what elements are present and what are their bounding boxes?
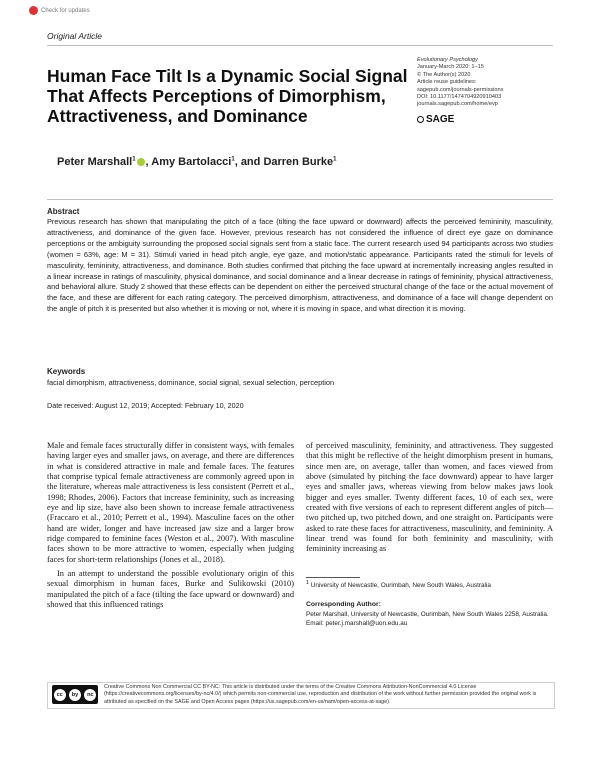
journal-info (417, 57, 555, 109)
abstract-rule (47, 199, 553, 200)
author-affiliation-mark: 1 (132, 156, 136, 163)
author-name: Darren Burke (263, 156, 334, 168)
keywords-text: facial dimorphism, attractiveness, dominance, social signal, sexual selection, perception (47, 378, 335, 387)
author-name: Peter Marshall (57, 156, 133, 168)
cc-icon: cc (54, 689, 66, 701)
affiliation-footnote (306, 580, 553, 589)
journal-reuse-label: Article reuse guidelines: (417, 79, 477, 86)
header-rule (47, 45, 553, 46)
footnote-rule (306, 577, 360, 578)
journal-issue: January-March 2020: 1–15 (417, 64, 484, 71)
author-name: Amy Bartolacci (151, 156, 232, 168)
cc-license-logo[interactable] (52, 685, 98, 704)
journal-home-link[interactable]: journals.sagepub.com/home/evp (417, 101, 498, 108)
body-column-left (47, 441, 294, 611)
article-type: Original Article (47, 31, 102, 41)
journal-copyright: © The Author(s) 2020 (417, 71, 471, 78)
page-title: Human Face Tilt Is a Dynamic Social Signal That Affects Perceptions of Dimorphism, Attractiveness, and Dominance (47, 66, 408, 126)
corresponding-email[interactable]: Email: peter.j.marshall@uon.edu.au (306, 619, 408, 627)
corresponding-address: Peter Marshall, University of Newcastle, Ourimbah, New South Wales 2258, Australia. (306, 611, 549, 618)
body-paragraph: In an attempt to understand the possible evolutionary origin of this sexual dimorphism in human faces, Burke and Sulikowski (2010) manipulated the pitch of a face (tilting the face upward or downward) and showed that this influenced ratings (47, 569, 294, 610)
orcid-icon[interactable] (137, 158, 145, 166)
sage-mark-icon (417, 116, 424, 123)
abstract-text: Previous research has shown that manipulating the pitch of a face (tilting the face upward or downward) affects the perceived femininity, masculinity, attractiveness, and dominance of the given face. However, previous research has not considered the influence of direct eye gaze on dominance perceptions or the ambiguity surrounding the proposed social signals sent from a static face. The current research used 94 participants across two studies (women = 63%, age: M = 31). Stimuli varied in head pitch angle, eye gaze, and motion/static appearance. Participants rated the stimuli for levels of masculinity, femininity, attractiveness, and dominance. Both studies confirmed that pitching the face upward at incrementally increasing angles resulted in a linear increase in ratings of masculinity, physical dominance, and social dominance and a linear decrease in ratings of femininity, physical attractiveness, and behavioral allure. Study 2 showed that these effects can be dependent on either the perceived structural change of the face or the actual movement of the face, and these are different for each rating category. The perceived dimorphism, attractiveness, and dominance of a face will change dependent on the angle of pitch it is presented but also whether it is moving or not, where it is moving in space, and what direction it is moving. (47, 217, 553, 314)
journal-permissions-link[interactable]: sagepub.com/journals-permissions (417, 86, 504, 93)
by-icon: by (69, 689, 81, 701)
author-affiliation-mark: 1 (333, 156, 337, 163)
check-updates-label: Check for updates (41, 7, 90, 14)
license-text: Creative Commons Non Commercial CC BY-NC: This article is distributed under the terms of the Creative Commons Attribution-NonCommercial 4.0 License (https://creativecommons.org/licenses/by-nc/4.0/) which permits non-commercial use, reproduction and distribution of the work without further permission provided the original work is attributed as specified on the SAGE and Open Access pages (https://us.sagepub.com/en-us/nam/open-access-at-sage). (104, 684, 537, 705)
body-column-right (306, 441, 553, 555)
keywords-heading: Keywords (47, 367, 86, 376)
journal-doi-link[interactable]: DOI: 10.1177/1474704920910403 (417, 94, 502, 101)
sage-logo (417, 114, 454, 125)
body-paragraph: Male and female faces structurally differ in consistent ways, with females having larger eyes and smaller jaws, on average, and there are differences in what is considered attractive in male and female faces. The features that comprise typical female attractiveness are commonly agreed upon in the literature, whereas male attractiveness is less consistent (Perrett et al., 1998; Rhodes, 2006). Factors that increase femininity, such as increasing eye and lip size, have also been shown to increase female attractiveness (Fraccaro et al., 2010; Perrett et al., 1994). Masculine faces on the other hand are wider, longer and have increased jaw size and a larger brow ridge compared to feminine faces (Weston et al., 2007). With masculine faces shown to be more attractive to women, especially when judging faces for short-term relationships (Jones et al., 2018). (47, 441, 294, 564)
sage-logo-text: SAGE (426, 114, 455, 125)
body-paragraph: of perceived masculinity, femininity, and attractiveness. They suggested that this might be reflective of the height dimorphism present in humans, since men are, on average, taller than women, and faces viewed from above (simulated by pitching the face downward) appear to have larger eyes and smaller jaws, whereas viewing from below makes jaws look bigger and eyes smaller. Twenty different faces, 10 of each sex, were created with five versions of each to represent different angles of pitch—two pitched up, two pitched down, and one straight on. Participants were asked to rate these faces for attractiveness, masculinity, and femininity. A linear trend was found for both femininity and masculinity, with femininity increasing as (306, 441, 553, 554)
journal-name: Evolutionary Psychology (417, 57, 478, 63)
article-dates: Date received: August 12, 2019; Accepted: February 10, 2020 (47, 401, 244, 410)
check-updates-icon (29, 6, 38, 15)
abstract-heading: Abstract (47, 207, 80, 216)
affiliation-text: University of Newcastle, Ourimbah, New South Wales, Australia (310, 582, 491, 590)
corresponding-details (306, 611, 553, 629)
corresponding-heading: Corresponding Author: (306, 601, 381, 608)
affiliation-mark: 1 (306, 580, 309, 586)
author-affiliation-mark: 1 (231, 156, 235, 163)
check-updates-badge[interactable] (29, 5, 90, 16)
nc-icon: nc (84, 689, 96, 701)
author-list: Peter Marshall$^1$ , Amy Bartolacci$^1$, and Darren Burke$^1$ (57, 156, 337, 168)
